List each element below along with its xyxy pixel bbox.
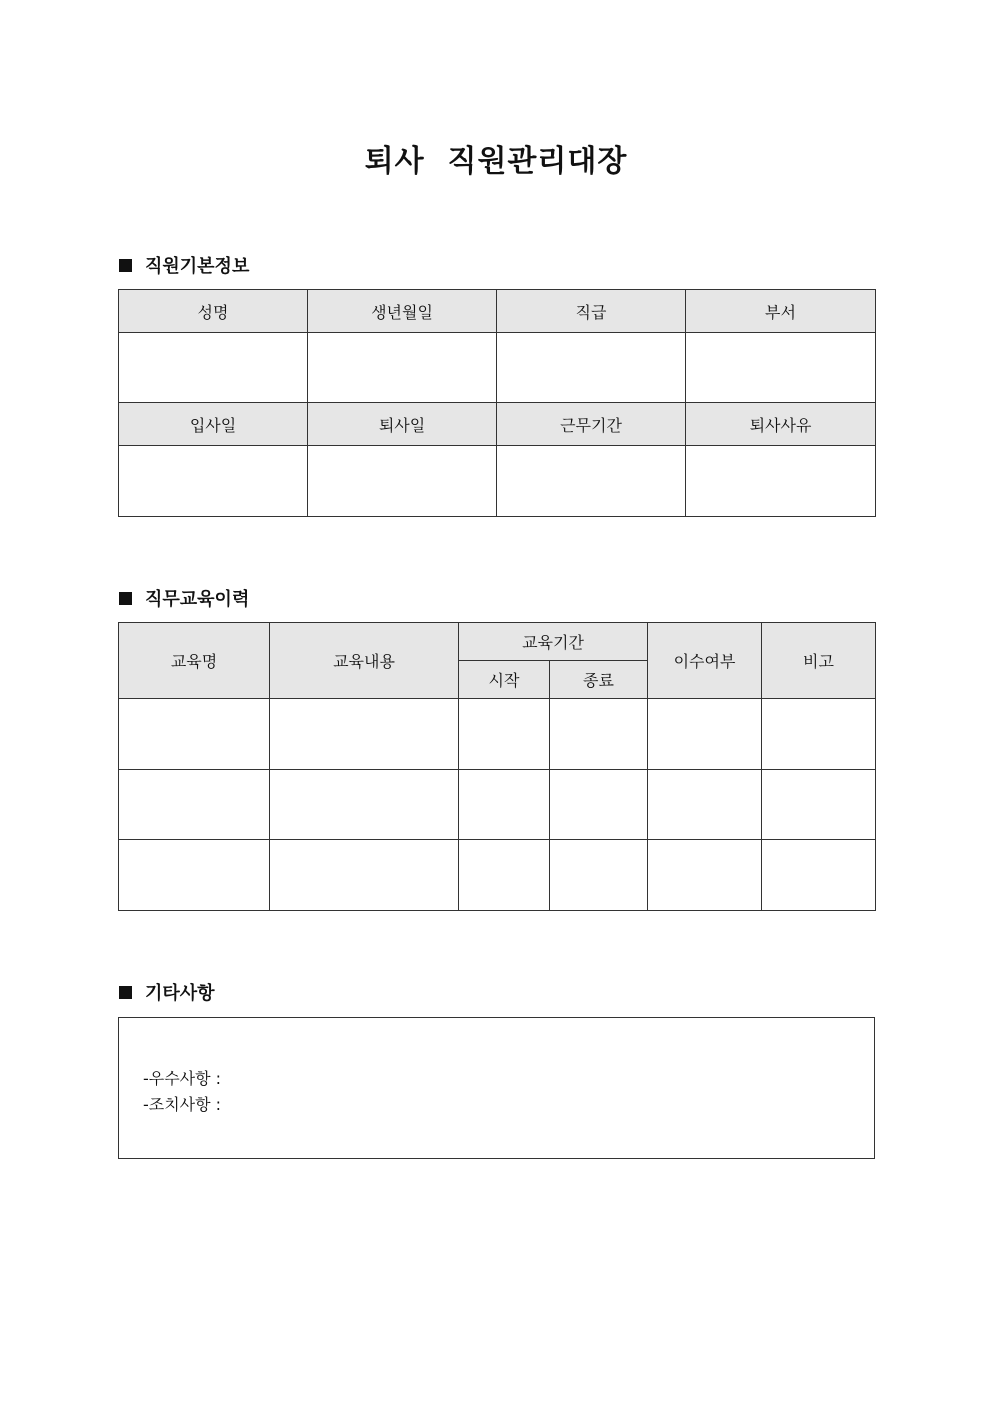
other-notes-box[interactable] [118,1017,875,1159]
service-period-field[interactable] [497,446,686,517]
training-history-table [118,622,876,911]
leave-reason-field[interactable] [686,446,876,517]
start-date-field[interactable] [459,770,550,840]
header-cell-training-period: 교육기간 [459,623,648,661]
remarks-field[interactable] [762,840,876,911]
table-row [119,770,876,840]
section-heading-training-history [119,586,249,610]
completion-field[interactable] [648,840,762,911]
page-title: 퇴사 직원관리대장 [364,144,628,179]
completion-field[interactable] [648,699,762,770]
start-date-field[interactable] [459,699,550,770]
section-heading-basic-info [119,253,249,277]
header-cell-rank: 직급 [497,290,686,333]
header-cell-course-name: 교육명 [119,623,270,699]
department-field[interactable] [686,333,876,403]
header-cell-birthdate: 생년월일 [308,290,497,333]
start-date-field[interactable] [459,840,550,911]
remarks-field[interactable] [762,770,876,840]
header-cell-course-content: 교육내용 [270,623,459,699]
header-cell-end: 종료 [550,661,648,699]
end-date-field[interactable] [550,699,648,770]
course-name-field[interactable] [119,699,270,770]
course-content-field[interactable] [270,770,459,840]
excellence-notes-line: -우수사항 : [143,1069,222,1088]
action-notes-line: -조치사항 : [143,1095,222,1114]
header-cell-join-date: 입사일 [119,403,308,446]
section-heading-label: 직원기본정보 [145,256,250,277]
rank-field[interactable] [497,333,686,403]
end-date-field[interactable] [550,840,648,911]
course-name-field[interactable] [119,770,270,840]
input-row [119,333,876,403]
header-row [119,623,876,661]
header-row [119,290,876,333]
square-bullet-icon [119,986,132,999]
header-row [119,403,876,446]
header-cell-service-period: 근무기간 [497,403,686,446]
header-cell-start: 시작 [459,661,550,699]
end-date-field[interactable] [550,770,648,840]
header-cell-leave-date: 퇴사일 [308,403,497,446]
leave-date-field[interactable] [308,446,497,517]
course-content-field[interactable] [270,699,459,770]
header-cell-department: 부서 [686,290,876,333]
section-heading-other-notes [119,980,215,1004]
input-row [119,446,876,517]
table-row [119,840,876,911]
header-cell-name: 성명 [119,290,308,333]
basic-info-table [118,289,876,517]
square-bullet-icon [119,259,132,272]
section-heading-label: 기타사항 [145,983,215,1004]
course-content-field[interactable] [270,840,459,911]
course-name-field[interactable] [119,840,270,911]
name-field[interactable] [119,333,308,403]
section-heading-label: 직무교육이력 [145,589,250,610]
remarks-field[interactable] [762,699,876,770]
join-date-field[interactable] [119,446,308,517]
birthdate-field[interactable] [308,333,497,403]
completion-field[interactable] [648,770,762,840]
square-bullet-icon [119,592,132,605]
header-cell-leave-reason: 퇴사사유 [686,403,876,446]
table-row [119,699,876,770]
header-cell-completion: 이수여부 [648,623,762,699]
header-cell-remarks: 비고 [762,623,876,699]
